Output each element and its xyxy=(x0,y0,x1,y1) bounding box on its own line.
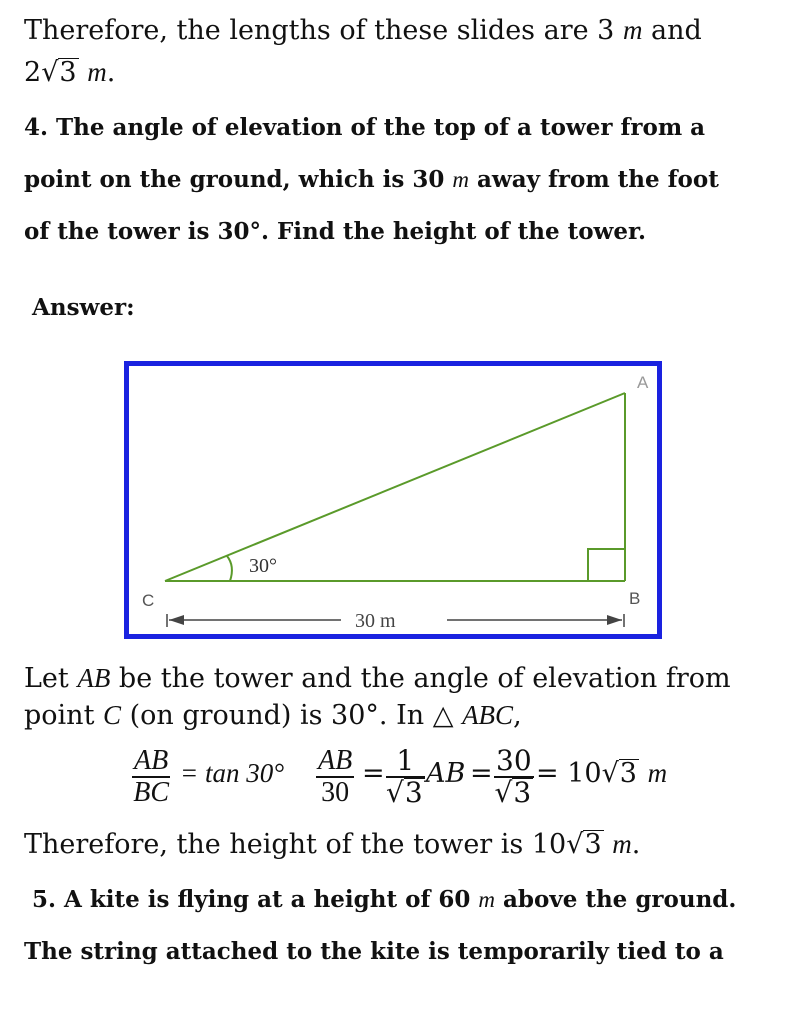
right-angle-marker xyxy=(588,549,625,581)
solution-text: point xyxy=(24,700,103,731)
equation-tan xyxy=(180,758,284,789)
denominator: √3 xyxy=(494,776,532,809)
fraction-1-over-root3 xyxy=(386,746,425,808)
denominator: BC xyxy=(133,777,169,808)
numerator: AB xyxy=(134,745,169,776)
question-4-line-3: of the tower is 30°. Find the height of the tower. xyxy=(24,218,646,245)
unit-m: m xyxy=(87,57,107,87)
result-coef: = 10 xyxy=(536,758,602,789)
triangle-figure-frame xyxy=(124,361,662,639)
fraction-ab-over-bc xyxy=(132,746,170,808)
equals-sign-2: = xyxy=(470,758,493,789)
radicand: 3 xyxy=(513,776,532,809)
equation-result: = 10√3 m xyxy=(536,758,668,789)
numerator: 30 xyxy=(496,744,532,777)
vertex-label-a: A xyxy=(637,373,649,392)
var-ab-2: AB xyxy=(426,758,466,789)
dimension-arrow-left xyxy=(169,615,184,625)
unit-m: m xyxy=(612,829,632,859)
intro-text-end: and xyxy=(642,15,702,46)
period: . xyxy=(106,57,116,88)
unit-m: m xyxy=(452,167,469,192)
q5-text: 5. A kite is flying at a height of 60 xyxy=(32,886,479,913)
triangle-diagram xyxy=(129,366,657,634)
fraction-30-over-root3 xyxy=(494,746,534,808)
vertex-label-c: C xyxy=(142,591,155,610)
tan-expression: = tan 30° xyxy=(180,758,285,788)
question-4-line-1: 4. The angle of elevation of the top of a tower from a xyxy=(24,114,706,141)
var-abc: ABC xyxy=(462,700,514,730)
solution-text: Let xyxy=(24,663,78,694)
solution-text-mid: (on ground) is 30°. In △ xyxy=(121,700,463,731)
conclusion-text: Therefore, the height of the tower is 10 xyxy=(24,829,567,860)
numerator: AB xyxy=(318,745,353,776)
comma: , xyxy=(513,700,522,731)
radicand: 3 xyxy=(59,57,77,88)
unit-m: m xyxy=(478,887,495,912)
var-c: C xyxy=(103,700,122,730)
q4-text: point on the ground, which is 30 xyxy=(24,166,453,193)
period: . xyxy=(631,829,641,860)
sqrt-symbol: √ xyxy=(41,57,59,88)
numerator: 1 xyxy=(386,746,425,778)
intro-text: Therefore, the lengths of these slides are 3 xyxy=(24,15,623,46)
angle-arc xyxy=(227,556,232,581)
denominator: √3 xyxy=(386,776,423,809)
coefficient: 2 xyxy=(24,57,42,88)
radicand: 3 xyxy=(404,776,423,809)
q5-text-end: above the ground. xyxy=(495,886,737,913)
question-4-line-2 xyxy=(24,166,719,193)
q4-text-end: away from the foot xyxy=(468,166,719,193)
intro-line-1 xyxy=(24,12,702,49)
solution-text-end: be the tower and the angle of elevation from xyxy=(110,663,731,694)
unit-m: m xyxy=(622,15,643,45)
hypotenuse-line-ca xyxy=(165,393,625,581)
equals-sign: = xyxy=(362,758,385,789)
question-5-line-2: The string attached to the kite is temporarily tied to a xyxy=(24,938,724,965)
unit-m: m xyxy=(647,758,668,788)
radicand: 3 xyxy=(619,758,637,789)
radicand: 3 xyxy=(584,829,602,860)
fraction-ab-over-30 xyxy=(316,746,354,808)
question-5-line-1 xyxy=(32,886,736,913)
answer-label: Answer: xyxy=(32,294,135,321)
vertex-label-b: B xyxy=(629,589,641,608)
angle-label: 30° xyxy=(249,555,277,577)
solution-line-2 xyxy=(24,697,522,734)
intro-line-2 xyxy=(24,54,115,91)
dimension-arrow-right xyxy=(607,615,622,625)
base-length-label: 30 m xyxy=(355,610,396,632)
var-ab: AB xyxy=(77,663,111,693)
denominator: 30 xyxy=(321,777,350,808)
conclusion-line: Therefore, the height of the tower is 10√3 m. xyxy=(24,829,641,860)
solution-line-1 xyxy=(24,660,731,697)
